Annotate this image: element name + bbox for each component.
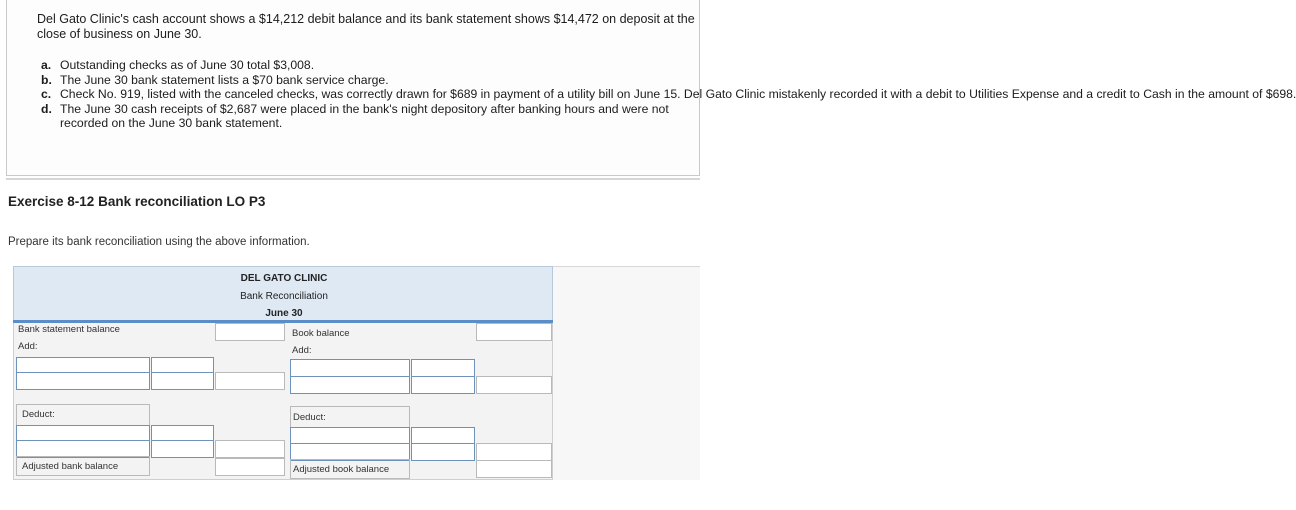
exercise-title: Exercise 8-12 Bank reconciliation LO P3 [8,194,266,209]
book-add-label: Add: [292,345,312,356]
bank-deduct-box [16,404,150,426]
book-add-amount-input-2[interactable] [411,376,475,394]
adjusted-bank-balance-label: Adjusted bank balance [22,461,119,472]
worksheet-margin [553,266,700,480]
company-name: DEL GATO CLINIC [240,273,328,284]
problem-item-c [41,87,1296,102]
book-balance-amount-input[interactable] [476,323,552,341]
statement-date: June 30 [265,308,303,319]
bank-add-amount-input-2[interactable] [151,372,214,390]
bank-balance-amount-input[interactable] [215,323,285,341]
exercise-instruction: Prepare its bank reconciliation using the above information. [8,236,310,248]
problem-statement [6,0,1296,176]
problem-item-b [41,73,707,88]
book-add-description-input-2[interactable] [290,376,410,394]
item-letter: a. [41,58,52,72]
bank-deduct-total-input[interactable] [215,440,285,458]
book-balance-label: Book balance [292,328,350,339]
bank-deduct-label: Deduct: [22,409,55,420]
problem-item-d [41,102,707,131]
item-letter: d. [41,101,52,116]
item-letter: c. [41,87,52,101]
adjusted-book-balance-label: Adjusted book balance [293,464,390,475]
book-deduct-label: Deduct: [293,412,326,423]
problem-item-a [41,58,707,73]
book-deduct-amount-input-2[interactable] [411,443,475,461]
item-text: The June 30 bank statement lists a $70 bank service charge. [60,72,389,87]
bank-add-label: Add: [18,341,38,352]
statement-name: Bank Reconciliation [240,291,328,302]
item-text: Check No. 919, listed with the canceled checks, was correctly drawn for $689 in payment of a utility bill on June 15. Del Gato Clinic mistakenly recorded it with a debit to Utilities Expense and a credit to Cash in the amount of $698. [60,87,1296,101]
item-letter: b. [41,72,52,87]
adjusted-book-balance-input[interactable] [476,460,552,478]
book-deduct-total-input[interactable] [476,443,552,461]
item-text: The June 30 cash receipts of $2,687 were placed in the bank's night depository after banking hours and were not recorded on the June 30 bank statement. [60,101,669,130]
section-divider [6,178,700,180]
reconciliation-header [13,266,553,321]
book-add-total-input[interactable] [476,376,552,394]
book-add-amount-input[interactable] [411,359,475,377]
bank-statement-balance-label: Bank statement balance [18,324,120,335]
problem-items [41,58,1296,131]
problem-intro: Del Gato Clinic's cash account shows a $14,212 debit balance and its bank statement shows $14,472 on deposit at the close of business on June 30. [37,12,695,41]
adjusted-bank-balance-input[interactable] [215,458,285,476]
bank-add-total-input[interactable] [215,372,285,390]
book-add-description-input[interactable] [290,359,410,377]
item-text: Outstanding checks as of June 30 total $3,008. [60,58,315,72]
bank-deduct-amount-input-2[interactable] [151,440,214,458]
bank-add-description-input-2[interactable] [16,372,150,390]
